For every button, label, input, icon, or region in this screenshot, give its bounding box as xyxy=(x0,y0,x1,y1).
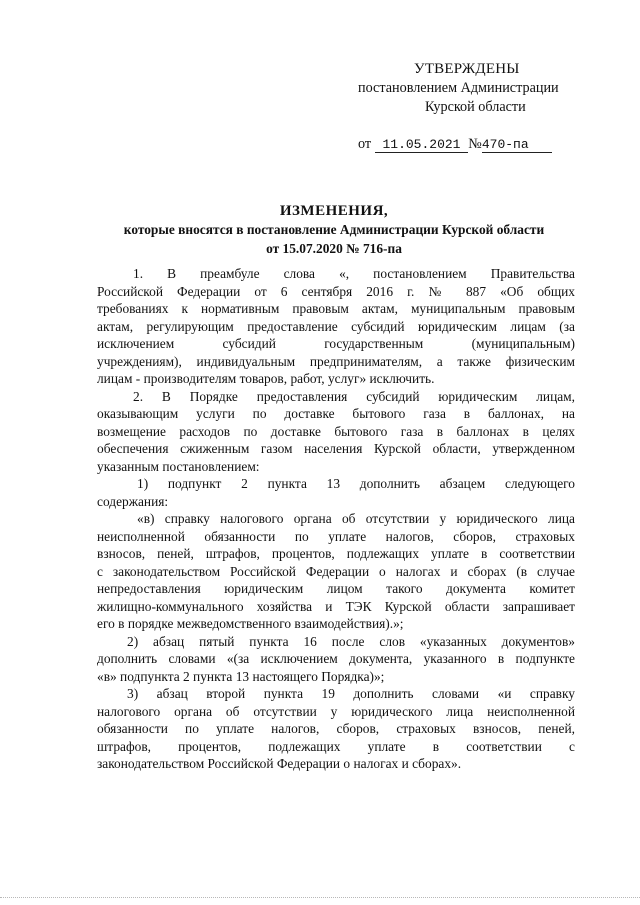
text-line: указанным постановлением: xyxy=(97,458,260,474)
text-line: налогового органа об отсутствии у юридического лица неисполненной xyxy=(97,703,575,719)
text-line: исключением субсидий государственным (муниципальным) xyxy=(97,336,575,351)
text-line: 2. В Порядке предоставления субсидий юридическим лицам, xyxy=(133,388,575,404)
text-line: штрафов, процентов, подлежащих уплате в соответствии с xyxy=(97,738,575,754)
text-line: с законодательством Российской Федерации о налогах и сборах (в случае xyxy=(97,563,575,579)
text-line: «в» подпункта 2 пункта 13 настоящего Порядка)»; xyxy=(97,668,385,684)
text-line: лицам - производителям товаров, работ, услуг» исключить. xyxy=(97,371,435,386)
text-line: жилищно-коммунального хозяйства и ТЭК Курской области запрашивает xyxy=(97,598,575,614)
document-body xyxy=(97,265,575,773)
text-line: неисполненной обязанности по уплате налогов, сборов, страховых xyxy=(97,528,575,544)
text-line: актам, регулирующим предоставление субсидий юридическим лицам (за xyxy=(97,318,575,334)
document-title: ИЗМЕНЕНИЯ, xyxy=(279,203,389,219)
document-subtitle: которые вносятся в постановление Администрации Курской области xyxy=(123,222,545,237)
approval-line: постановлением Администрации xyxy=(358,80,559,96)
text-line: законодательством Российской Федерации о налогах и сборах». xyxy=(97,756,462,771)
text-line: 1. В преамбуле слова «, постановлением Правительства xyxy=(133,266,575,281)
decree-date: 11.05.2021 xyxy=(375,138,469,153)
document-subtitle-date: от 15.07.2020 № 716-па xyxy=(266,241,402,256)
approval-line: Курской области xyxy=(425,99,526,115)
decree-prefix: от xyxy=(358,136,372,152)
text-line: требованиях к нормативным правовым актам, муниципальным правовым xyxy=(97,301,575,316)
text-line: 3) абзац второй пункта 19 дополнить словами «и справку xyxy=(127,686,575,701)
text-line: 1) подпункт 2 пункта 13 дополнить абзацем следующего xyxy=(137,476,575,491)
text-line: «в) справку налогового органа об отсутствии у юридического лица xyxy=(137,511,575,526)
text-line: его в порядке межведомственного взаимодействия).»; xyxy=(97,616,404,631)
text-line: учреждениям), индивидуальным предпринимателям, а также физическим xyxy=(97,353,575,369)
approval-heading: УТВЕРЖДЕНЫ xyxy=(414,61,520,77)
decree-number: 470-па xyxy=(482,138,552,153)
text-line: непредоставления юридическим лицом такого документа комитет xyxy=(97,581,575,596)
text-line: оказывающим услуги по доставке бытового газа в баллонах, на xyxy=(97,406,575,421)
number-sign: № xyxy=(468,136,482,152)
scan-artifact-line xyxy=(0,897,640,899)
decree-reference xyxy=(358,136,552,153)
text-line: дополнить словами «(за исключением документа, указанного в подпункте xyxy=(97,651,575,666)
text-line: Российской Федерации от 6 сентября 2016 г. № 887 «Об общих xyxy=(97,283,575,299)
text-line: взносов, пеней, штрафов, процентов, подлежащих уплате в соответствии xyxy=(97,546,575,561)
text-line: возмещение расходов по доставке бытового газа в баллонах в целях xyxy=(97,423,575,439)
text-line: 2) абзац пятый пункта 16 после слов «указанных документов» xyxy=(127,633,575,649)
approval-stamp xyxy=(350,60,590,117)
text-line: содержания: xyxy=(97,493,169,509)
text-line: обеспечения сжиженным газом населения Курской области, утвержденном xyxy=(97,441,575,456)
text-line: обязанности по уплате налогов, сборов, страховых взносов, пеней, xyxy=(97,721,575,736)
